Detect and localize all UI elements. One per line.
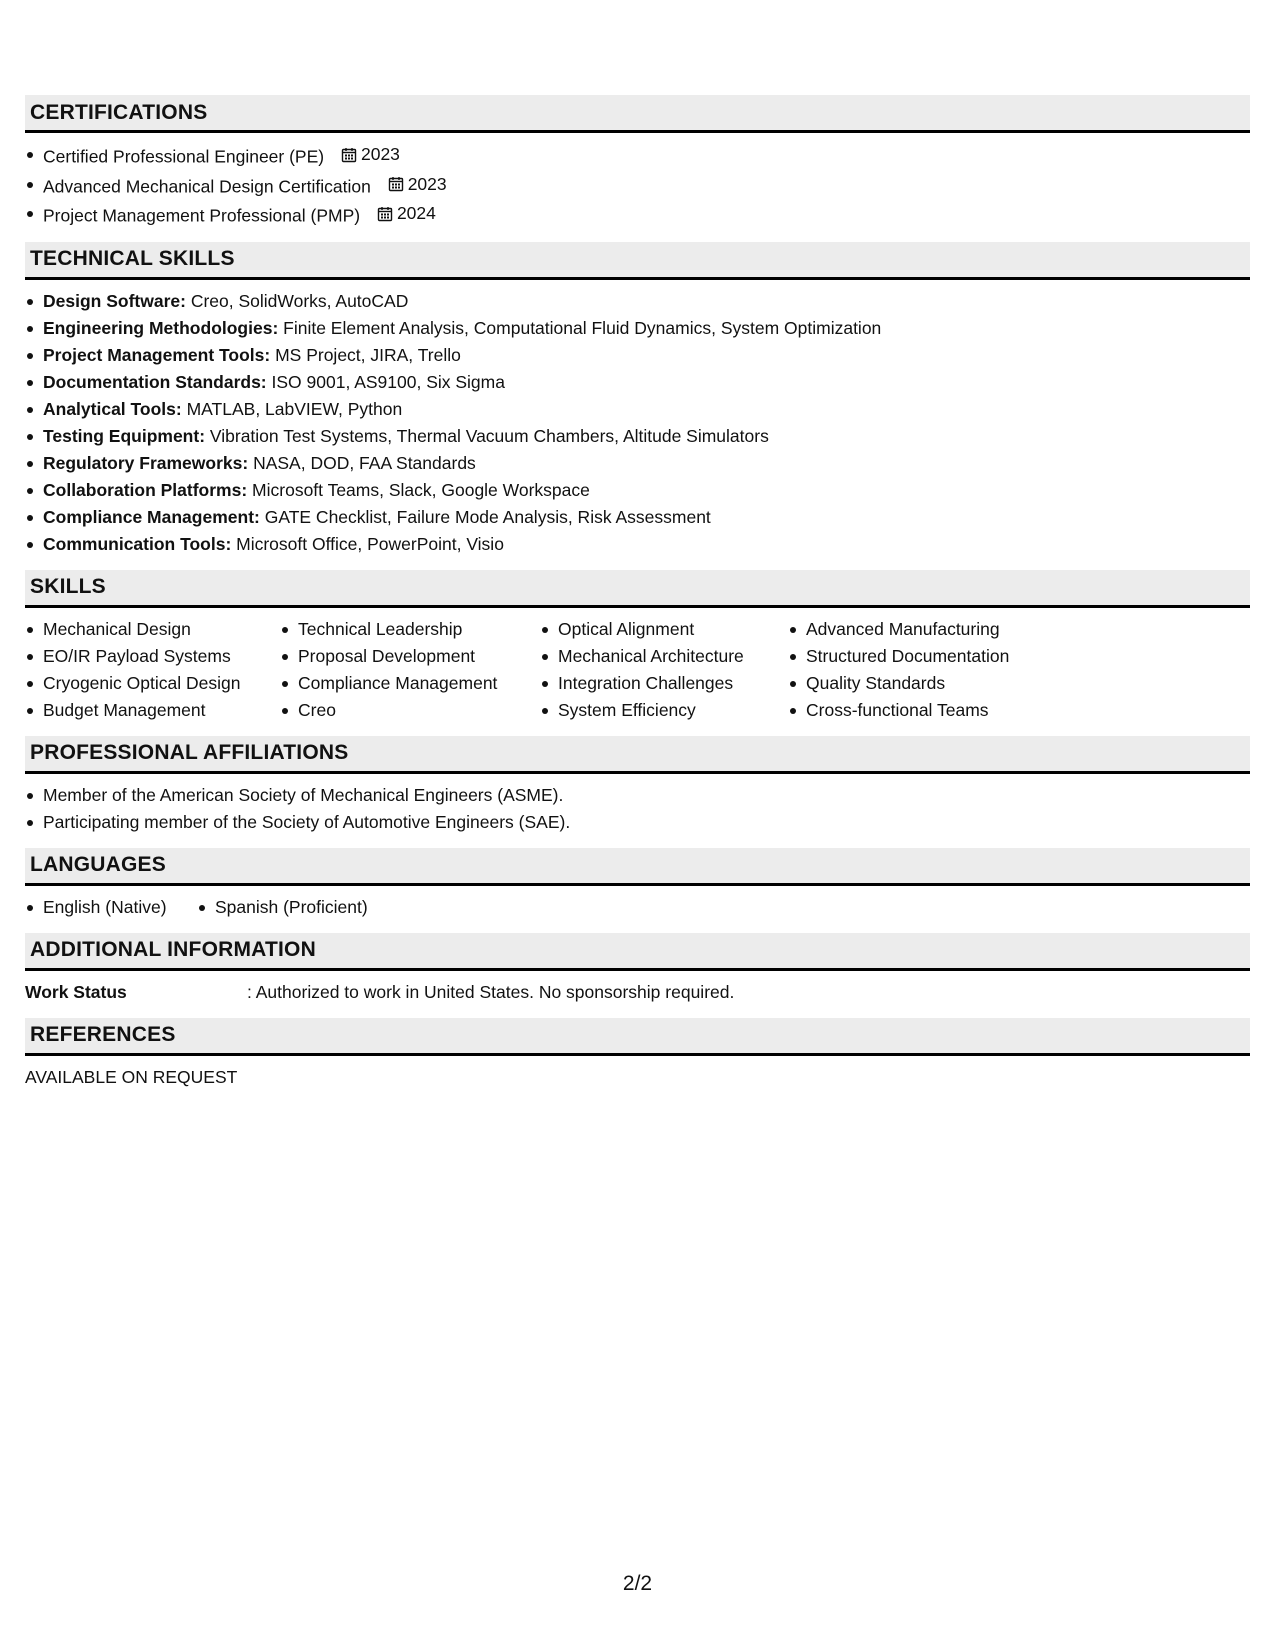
- skill-item: Structured Documentation: [788, 643, 1048, 670]
- references-section: [25, 1018, 1250, 1103]
- section-title: TECHNICAL SKILLS: [30, 247, 235, 270]
- skill-item: Optical Alignment: [540, 616, 788, 643]
- skill-category: Design Software:: [43, 290, 186, 311]
- affiliation-item: Member of the American Society of Mechanical Engineers (ASME).: [25, 782, 1250, 809]
- technical-skill-item: [25, 369, 1250, 396]
- additional-info-header: [25, 933, 1250, 971]
- skill-values: Microsoft Teams, Slack, Google Workspace: [247, 479, 590, 500]
- technical-skill-item: [25, 342, 1250, 369]
- work-status-label: Work Status: [25, 981, 127, 1002]
- certification-year: 2023: [360, 144, 400, 164]
- additional-info-section: [25, 933, 1250, 1018]
- skill-category: Communication Tools:: [43, 533, 232, 554]
- skill-values: NASA, DOD, FAA Standards: [248, 452, 476, 473]
- skills-column: [540, 616, 788, 724]
- skill-category: Engineering Methodologies:: [43, 317, 279, 338]
- skill-item: Advanced Manufacturing: [788, 616, 1048, 643]
- page-number: 2/2: [622, 1572, 653, 1595]
- skills-column: [25, 616, 280, 724]
- calendar-icon: [341, 147, 357, 163]
- technical-skills-list: [25, 288, 1250, 558]
- affiliation-item: Participating member of the Society of Automotive Engineers (SAE).: [25, 809, 1250, 836]
- technical-skills-header: [25, 242, 1250, 280]
- technical-skill-item: [25, 423, 1250, 450]
- certification-item: [25, 171, 1250, 201]
- skills-column: [280, 616, 540, 724]
- languages-section: [25, 848, 1250, 933]
- work-status-row: [25, 979, 1250, 1006]
- skill-category: Documentation Standards:: [43, 371, 267, 392]
- certifications-section: [25, 95, 1250, 242]
- skill-item: Mechanical Architecture: [540, 643, 788, 670]
- technical-skill-item: [25, 288, 1250, 315]
- section-title: CERTIFICATIONS: [30, 100, 208, 124]
- skill-item: Compliance Management: [280, 670, 540, 697]
- section-title: ADDITIONAL INFORMATION: [30, 938, 316, 961]
- skill-item: Proposal Development: [280, 643, 540, 670]
- skill-item: Quality Standards: [788, 670, 1048, 697]
- certification-item: [25, 200, 1250, 230]
- skill-item: EO/IR Payload Systems: [25, 643, 280, 670]
- skills-section: [25, 570, 1250, 736]
- skills-column: [788, 616, 1048, 724]
- technical-skill-item: [25, 396, 1250, 423]
- skill-category: Collaboration Platforms:: [43, 479, 248, 500]
- affiliations-header: [25, 736, 1250, 774]
- skill-item: Cryogenic Optical Design: [25, 670, 280, 697]
- affiliations-list: [25, 782, 1250, 836]
- references-text: AVAILABLE ON REQUEST: [25, 1066, 238, 1087]
- technical-skill-item: [25, 477, 1250, 504]
- languages-list: [25, 894, 394, 921]
- skill-category: Testing Equipment:: [43, 425, 206, 446]
- certifications-list: [25, 141, 1250, 230]
- skill-category: Regulatory Frameworks:: [43, 452, 249, 473]
- skill-item: Creo: [280, 697, 540, 724]
- skills-header: [25, 570, 1250, 608]
- skill-values: Microsoft Office, PowerPoint, Visio: [231, 533, 504, 554]
- certifications-header: [25, 95, 1250, 133]
- skill-item: Budget Management: [25, 697, 280, 724]
- section-title: PROFESSIONAL AFFILIATIONS: [30, 741, 349, 764]
- calendar-icon: [388, 176, 404, 192]
- skill-values: ISO 9001, AS9100, Six Sigma: [266, 371, 505, 392]
- certification-name: Project Management Professional (PMP): [43, 205, 361, 226]
- skill-item: Mechanical Design: [25, 616, 280, 643]
- technical-skill-item: [25, 531, 1250, 558]
- resume-page: [25, 95, 1250, 1103]
- skill-values: Vibration Test Systems, Thermal Vacuum Chambers, Altitude Simulators: [205, 425, 769, 446]
- skill-values: GATE Checklist, Failure Mode Analysis, Risk Assessment: [259, 506, 711, 527]
- certification-name: Advanced Mechanical Design Certification: [43, 176, 371, 196]
- certification-year: 2023: [407, 173, 447, 194]
- skill-item: System Efficiency: [540, 697, 788, 724]
- skill-values: Creo, SolidWorks, AutoCAD: [185, 290, 409, 311]
- skill-values: MS Project, JIRA, Trello: [270, 344, 461, 365]
- work-status-value: : Authorized to work in United States. No sponsorship required.: [247, 981, 735, 1002]
- references-header: [25, 1018, 1250, 1056]
- language-item: English (Native): [25, 894, 167, 921]
- skill-item: Technical Leadership: [280, 616, 540, 643]
- languages-header: [25, 848, 1250, 886]
- skill-category: Compliance Management:: [43, 506, 260, 527]
- skill-values: Finite Element Analysis, Computational Fluid Dynamics, System Optimization: [278, 317, 882, 338]
- section-title: SKILLS: [30, 575, 106, 598]
- skill-category: Project Management Tools:: [43, 344, 271, 365]
- skill-item: Integration Challenges: [540, 670, 788, 697]
- calendar-icon: [377, 206, 393, 222]
- technical-skill-item: [25, 315, 1250, 342]
- section-title: REFERENCES: [30, 1023, 176, 1046]
- skill-item: Cross-functional Teams: [788, 697, 1048, 724]
- section-title: LANGUAGES: [30, 853, 166, 876]
- skills-grid: [25, 616, 1250, 724]
- technical-skill-item: [25, 504, 1250, 531]
- skill-values: MATLAB, LabVIEW, Python: [181, 398, 403, 419]
- technical-skill-item: [25, 450, 1250, 477]
- certification-item: [25, 141, 1250, 171]
- certification-name: Certified Professional Engineer (PE): [43, 146, 325, 167]
- technical-skills-section: [25, 242, 1250, 570]
- skill-category: Analytical Tools:: [43, 398, 182, 419]
- language-item: Spanish (Proficient): [197, 894, 368, 921]
- affiliations-section: [25, 736, 1250, 848]
- certification-year: 2024: [396, 203, 436, 223]
